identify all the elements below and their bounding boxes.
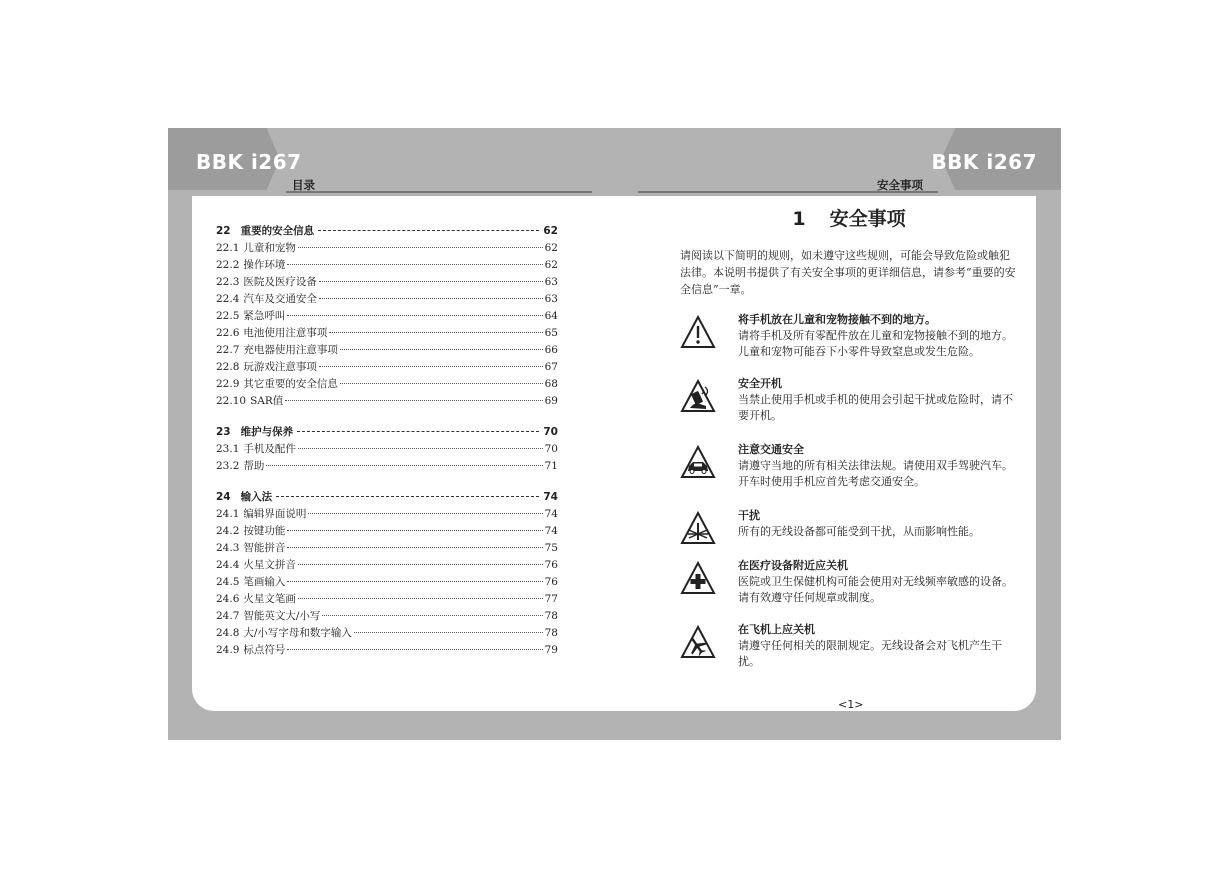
toc-section-number: 24 — [216, 491, 231, 503]
toc-entry-title: 笔画输入 — [243, 576, 286, 588]
toc-entry[interactable] — [216, 591, 558, 608]
safety-item-body: 请遵守当地的所有相关法律法规。请使用双手驾驶汽车。开车时使用手机应首先考虑交通安全。 — [738, 459, 1013, 488]
toc-entry[interactable] — [216, 540, 558, 557]
safety-item — [680, 558, 1018, 606]
toc-entry[interactable] — [216, 359, 558, 376]
toc-leader — [298, 247, 543, 248]
toc-leader — [287, 547, 542, 548]
medical-cross-icon — [680, 560, 716, 596]
toc-entry[interactable] — [216, 257, 558, 274]
safety-item-title: 安全开机 — [738, 377, 782, 390]
safety-item — [680, 508, 1018, 546]
toc-section-title: 输入法 — [240, 491, 273, 503]
toc-entry[interactable] — [216, 291, 558, 308]
toc-section-heading[interactable] — [216, 489, 558, 506]
toc-entry-title: 智能英文大/小写 — [243, 610, 321, 622]
toc-page-number: 63 — [544, 293, 558, 305]
toc-entry-title: 汽车及交通安全 — [243, 293, 317, 305]
toc-section-heading[interactable] — [216, 424, 558, 441]
toc-entry-title: 手机及配件 — [243, 443, 296, 455]
airplane-icon — [680, 624, 716, 660]
toc-entry-number: 22.1 — [216, 242, 240, 254]
toc-page-number: 75 — [544, 542, 558, 554]
toc-page-number: 62 — [543, 225, 558, 237]
toc-entry-title: 按键功能 — [243, 525, 286, 537]
toc-entry[interactable] — [216, 240, 558, 257]
toc-entry-number: 24.6 — [216, 593, 240, 605]
safety-item-title: 干扰 — [738, 509, 760, 522]
toc-entry-number: 22.3 — [216, 276, 240, 288]
safety-page — [680, 204, 1018, 670]
toc-page-number: 68 — [544, 378, 558, 390]
safety-item — [680, 622, 1018, 670]
safety-item-title: 在飞机上应关机 — [738, 623, 815, 636]
toc-page-number: 65 — [544, 327, 558, 339]
toc-entry-title: 医院及医疗设备 — [243, 276, 317, 288]
toc-page-number: 74 — [544, 508, 558, 520]
safety-item-text — [738, 312, 1018, 360]
toc-entry[interactable] — [216, 325, 558, 342]
toc-entry-number: 24.4 — [216, 559, 240, 571]
page-number: <1> — [838, 698, 864, 711]
toc-entry-number: 23.2 — [216, 460, 240, 472]
toc-entry-number: 22.6 — [216, 327, 240, 339]
toc-entry-number: 22.2 — [216, 259, 240, 271]
brand-logo-left: BBK i267 — [196, 150, 302, 174]
toc-leader — [322, 615, 542, 616]
toc-leader — [287, 264, 542, 265]
toc-page-number: 70 — [544, 443, 558, 455]
toc-header-label: 目录 — [292, 178, 315, 192]
chapter-number: 1 — [792, 208, 806, 230]
toc-entry-title: 标点符号 — [243, 644, 286, 656]
safety-item — [680, 312, 1018, 360]
toc-page-number: 78 — [544, 610, 558, 622]
toc-page-number: 79 — [544, 644, 558, 656]
safety-item-title: 将手机放在儿童和宠物接触不到的地方。 — [738, 313, 936, 326]
toc-page-number: 74 — [543, 491, 558, 503]
safety-item-body: 所有的无线设备都可能受到干扰，从而影响性能。 — [738, 525, 980, 538]
toc-page-number: 78 — [544, 627, 558, 639]
toc-page-number: 71 — [544, 460, 558, 472]
toc-leader — [319, 298, 543, 299]
toc-section-number: 22 — [216, 225, 231, 237]
toc-page-number: 70 — [543, 426, 558, 438]
toc-section-heading[interactable] — [216, 223, 558, 240]
toc-entry-title: 编辑界面说明 — [243, 508, 307, 520]
safety-item-body: 请遵守任何相关的限制规定。无线设备会对飞机产生干扰。 — [738, 639, 1002, 668]
safety-item-body: 请将手机及所有零配件放在儿童和宠物接触不到的地方。儿童和宠物可能吞下小零件导致窒息或发生危险。 — [738, 329, 1013, 358]
toc-leader — [285, 400, 542, 401]
toc-leader — [354, 632, 543, 633]
toc-entry-number: 22.5 — [216, 310, 240, 322]
toc-entry-title: 操作环境 — [243, 259, 286, 271]
interference-icon — [680, 510, 716, 546]
toc-section — [216, 489, 558, 659]
toc-entry-number: 24.5 — [216, 576, 240, 588]
toc-page-number: 66 — [544, 344, 558, 356]
toc-leader — [308, 513, 542, 514]
toc-section — [216, 424, 558, 475]
toc-entry-title: 其它重要的安全信息 — [243, 378, 338, 390]
toc-entry-number: 24.7 — [216, 610, 240, 622]
safety-item-text — [738, 558, 1018, 606]
toc-section — [216, 223, 558, 410]
toc-entry[interactable] — [216, 642, 558, 659]
toc-entry-number: 24.9 — [216, 644, 240, 656]
toc-leader — [298, 448, 543, 449]
toc-entry[interactable] — [216, 506, 558, 523]
safety-item-title: 注意交通安全 — [738, 443, 804, 456]
toc-section-title: 维护与保养 — [240, 426, 294, 438]
safety-item — [680, 376, 1018, 424]
toc-entry[interactable] — [216, 625, 558, 642]
toc-leader — [319, 366, 543, 367]
toc-entry[interactable] — [216, 393, 558, 410]
toc-entry[interactable] — [216, 458, 558, 475]
chapter-title — [680, 204, 1018, 231]
section-header-label: 安全事项 — [877, 178, 923, 192]
toc-page-number: 74 — [544, 525, 558, 537]
toc-leader — [287, 581, 542, 582]
toc-entry[interactable] — [216, 523, 558, 540]
toc-leader — [318, 230, 539, 231]
toc-page-number: 62 — [544, 259, 558, 271]
toc-entry-title: 火星文拼音 — [243, 559, 296, 571]
toc-leader — [329, 332, 542, 333]
safety-item-text — [738, 376, 1018, 424]
toc-entry-title: 儿童和宠物 — [243, 242, 296, 254]
toc-entry-title: 电池使用注意事项 — [243, 327, 328, 339]
toc-leader — [276, 496, 539, 497]
toc-entry[interactable] — [216, 574, 558, 591]
chapter-intro: 请阅读以下简明的规则，如未遵守这些规则，可能会导致危险或触犯法律。本说明书提供了有关安全事项的更详细信息，请参考“重要的安全信息”一章。 — [680, 249, 1016, 296]
toc-entry-title: 火星文笔画 — [243, 593, 296, 605]
safety-item-body: 当禁止使用手机或手机的使用会引起干扰或危险时，请不要开机。 — [738, 393, 1013, 422]
toc-page-number: 62 — [544, 242, 558, 254]
toc-entry-title: 充电器使用注意事项 — [243, 344, 338, 356]
safety-item — [680, 442, 1018, 490]
toc-leader — [297, 431, 539, 432]
toc-entry-number: 24.8 — [216, 627, 240, 639]
toc-entry-number: 22.10 — [216, 395, 247, 407]
toc-entry-title: 帮助 — [243, 460, 265, 472]
phone-hand-icon — [680, 378, 716, 414]
toc-entry-number: 22.4 — [216, 293, 240, 305]
manual-spread — [168, 128, 1061, 740]
warning-icon — [680, 314, 716, 350]
toc-leader — [340, 349, 543, 350]
car-icon — [680, 444, 716, 480]
toc-entry[interactable] — [216, 557, 558, 574]
safety-item-text — [738, 508, 1018, 540]
toc-section-number: 23 — [216, 426, 231, 438]
toc-entry-number: 23.1 — [216, 443, 240, 455]
toc-entry-number: 24.3 — [216, 542, 240, 554]
toc-page-number: 76 — [544, 576, 558, 588]
toc-page-number: 67 — [544, 361, 558, 373]
safety-item-text — [738, 622, 1018, 670]
toc-leader — [266, 465, 542, 466]
toc-page-number: 77 — [544, 593, 558, 605]
toc-page-number: 76 — [544, 559, 558, 571]
toc-leader — [287, 530, 542, 531]
toc-entry[interactable] — [216, 342, 558, 359]
table-of-contents — [216, 223, 558, 673]
toc-entry[interactable] — [216, 608, 558, 625]
toc-entry[interactable] — [216, 376, 558, 393]
chapter-title-text: 安全事项 — [829, 208, 906, 230]
toc-leader — [287, 649, 542, 650]
safety-items — [680, 312, 1018, 670]
toc-page-number: 64 — [544, 310, 558, 322]
toc-entry-number: 22.8 — [216, 361, 240, 373]
toc-entry-title: SAR值 — [250, 395, 284, 407]
safety-item-title: 在医疗设备附近应关机 — [738, 559, 848, 572]
toc-leader — [340, 383, 543, 384]
toc-entry-title: 玩游戏注意事项 — [243, 361, 317, 373]
toc-entry[interactable] — [216, 441, 558, 458]
brand-logo-right: BBK i267 — [931, 150, 1037, 174]
toc-entry[interactable] — [216, 274, 558, 291]
toc-page-number: 63 — [544, 276, 558, 288]
toc-page-number: 69 — [544, 395, 558, 407]
header-rule-left — [286, 191, 592, 193]
toc-entry-title: 大/小写字母和数字输入 — [243, 627, 352, 639]
toc-entry-number: 24.1 — [216, 508, 240, 520]
toc-leader — [298, 598, 543, 599]
safety-item-body: 医院或卫生保健机构可能会使用对无线频率敏感的设备。请有效遵守任何规章或制度。 — [738, 575, 1013, 604]
toc-entry-number: 22.7 — [216, 344, 240, 356]
toc-section-title: 重要的安全信息 — [240, 225, 315, 237]
toc-leader — [287, 315, 542, 316]
toc-entry-title: 智能拼音 — [243, 542, 286, 554]
toc-leader — [298, 564, 543, 565]
safety-item-text — [738, 442, 1018, 490]
toc-entry-number: 22.9 — [216, 378, 240, 390]
toc-entry-title: 紧急呼叫 — [243, 310, 286, 322]
toc-leader — [319, 281, 543, 282]
toc-entry[interactable] — [216, 308, 558, 325]
toc-entry-number: 24.2 — [216, 525, 240, 537]
